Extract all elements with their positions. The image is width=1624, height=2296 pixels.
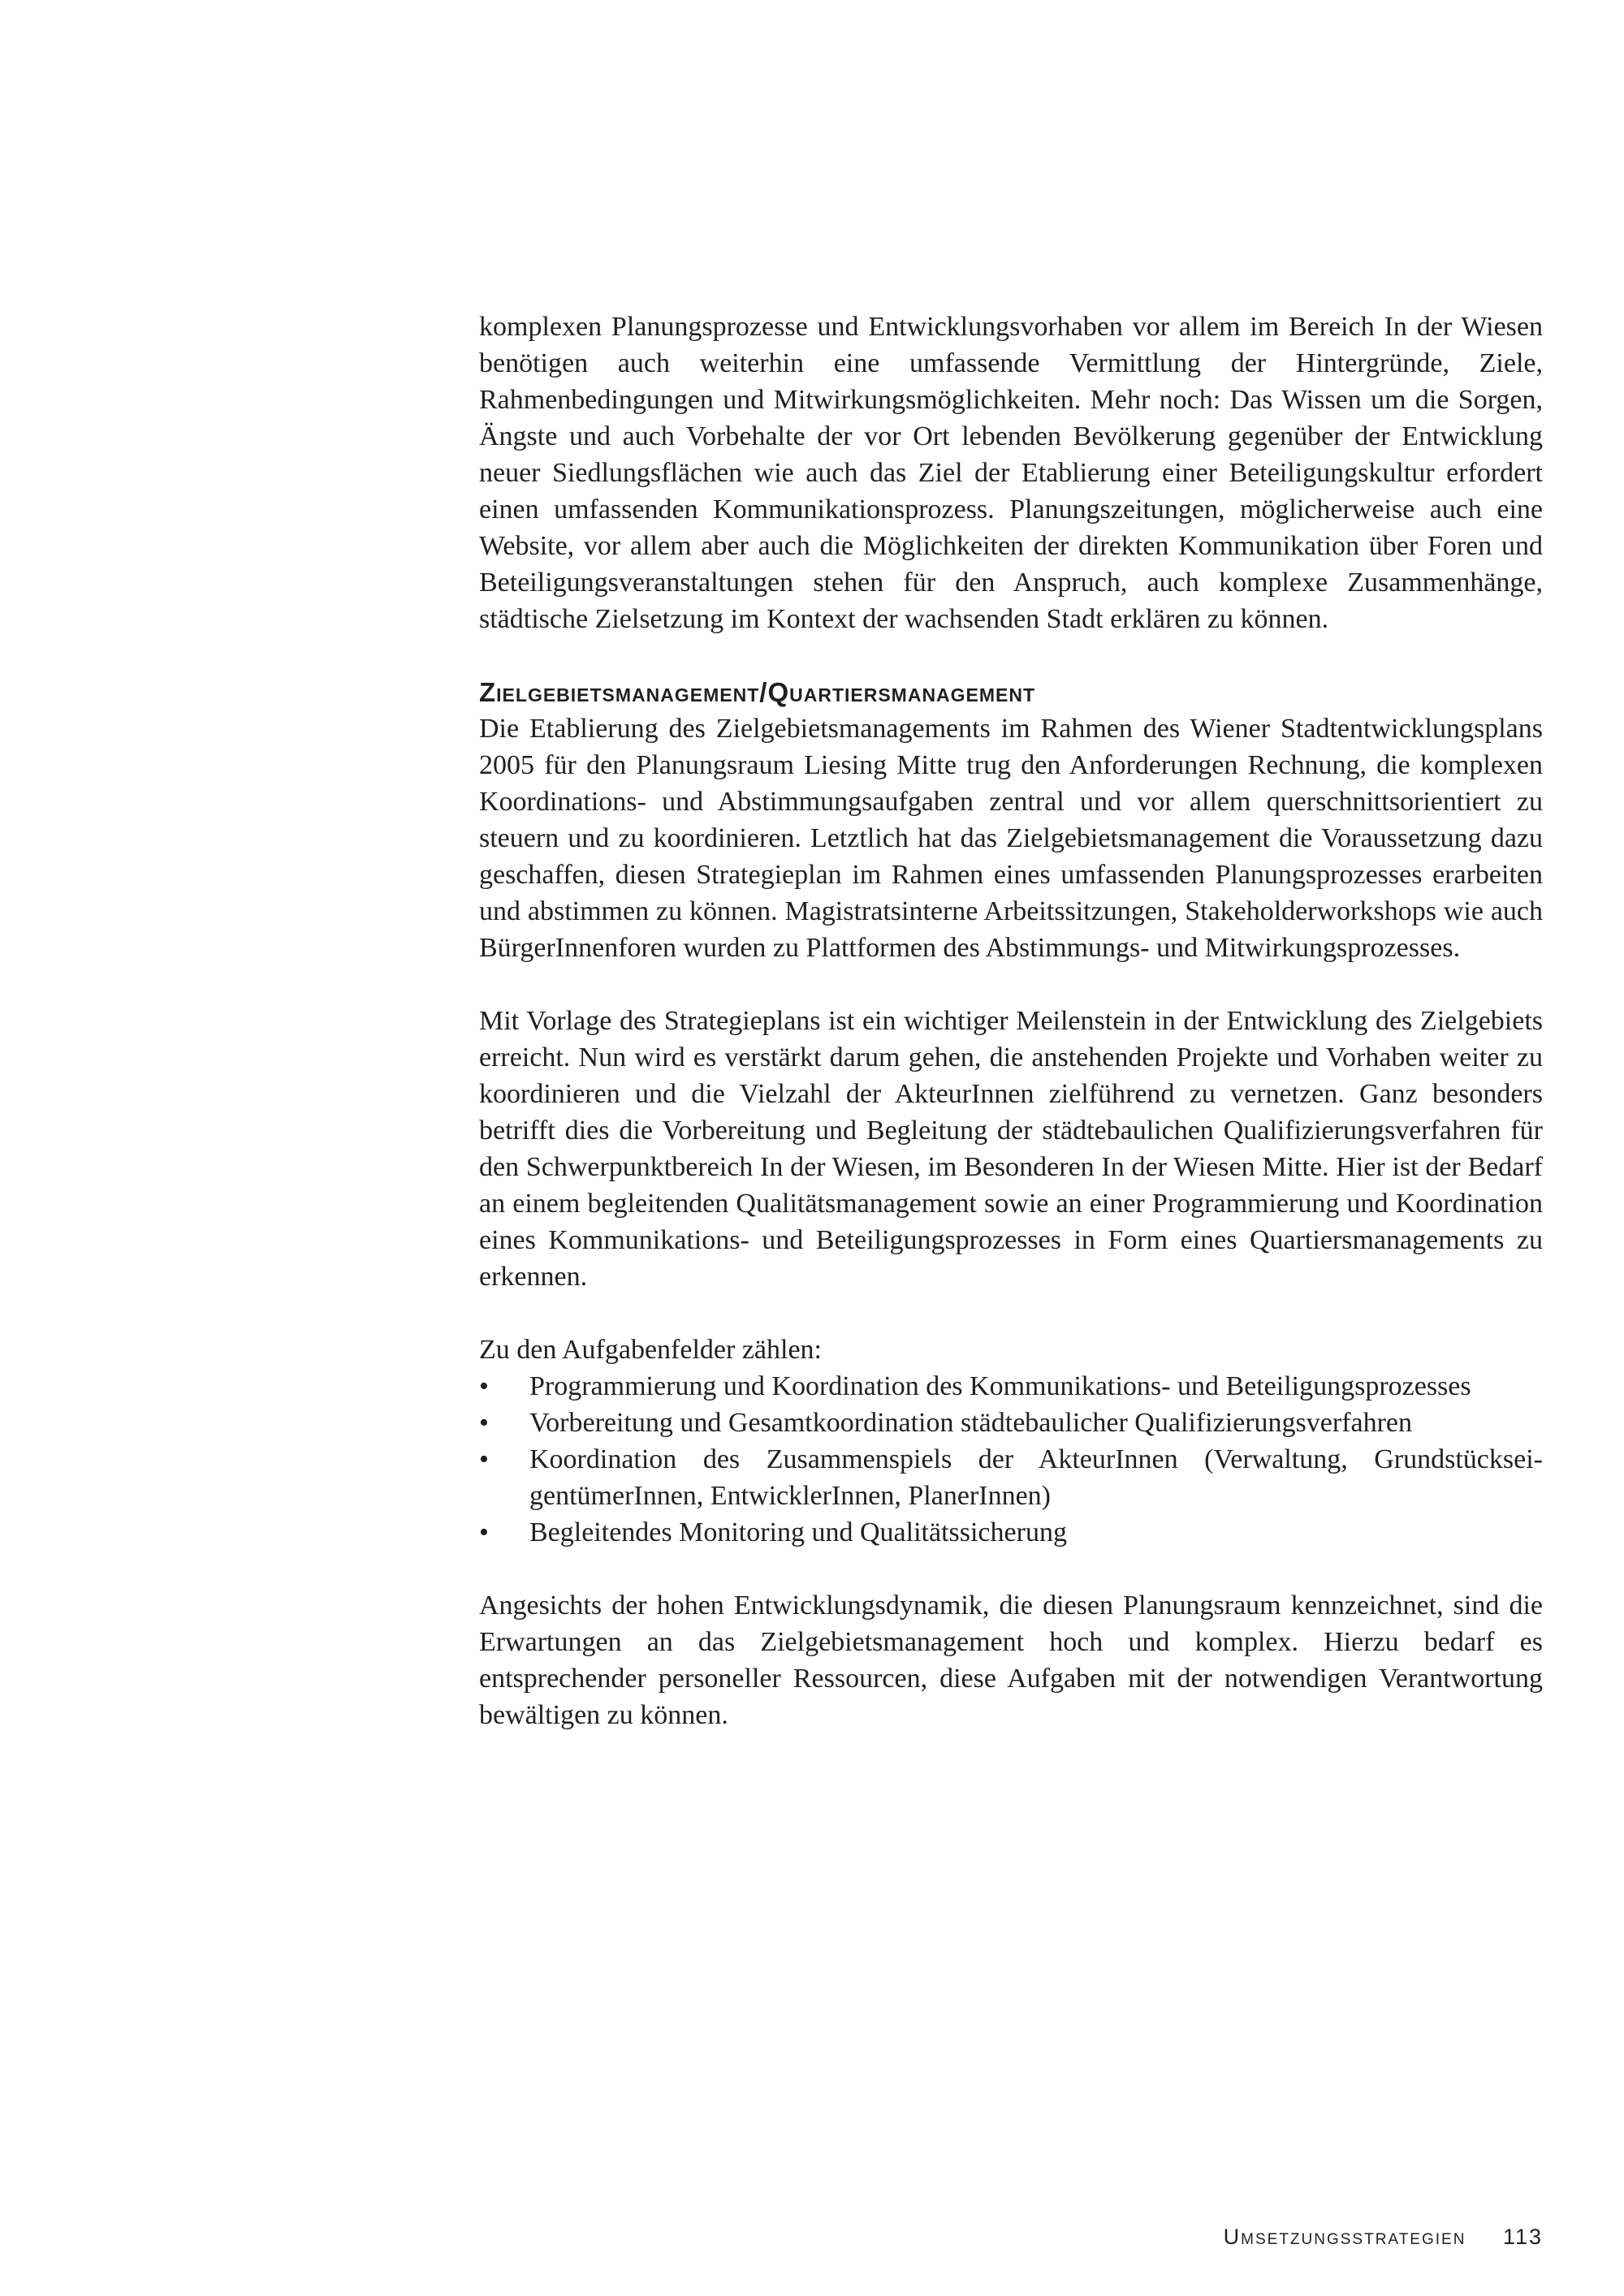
task-item: • Koordination des Zusammenspiels der AkteurInnen (Verwaltung, GrundstückseigentümerInnen, EntwicklerInnen, PlanerInnen) bbox=[479, 1441, 1543, 1514]
task-list bbox=[479, 1368, 1543, 1551]
task-list-intro: Zu den Aufgabenfelder zählen: bbox=[479, 1335, 822, 1365]
section-paragraph-2: Mit Vorlage des Strategieplans ist ein wichtiger Meilenstein in der Entwicklung des Zielgebiets erreicht. Nun wird es verstärkt darum gehen, die anstehenden Projekte und Vorhaben weiter zu koordinieren und die Vielzahl der AkteurInnen zielführend zu vernetzen. Ganz besonders betrifft dies die Vorbereitung und Begleitung der städtebaulichen Qualifizierungsverfahren für den Schwerpunktbereich In der Wiesen, im Besonderen In der Wiesen Mitte. Hier ist der Bedarf an einem begleitenden Qualitätsmanagement sowie an einer Programmierung und Koordination eines Kommunikations- und Beteiligungsprozesses in Form eines Quartiersmanagements zu erkennen. bbox=[479, 1006, 1543, 1292]
section-heading: Zielgebietsmanagement/Quartiersmanagement bbox=[479, 677, 1036, 707]
spacer bbox=[479, 637, 1543, 674]
page-number: 113 bbox=[1502, 2225, 1543, 2249]
spacer bbox=[479, 966, 1543, 1003]
intro-paragraph: komplexen Planungsprozesse und Entwicklungsvorhaben vor allem im Bereich In der Wiesen benötigen auch weiterhin eine umfassende Vermittlung der Hintergründe, Ziele, Rahmenbedingungen und Mitwirkungsmöglichkeiten. Mehr noch: Das Wissen um die Sorgen, Ängste und auch Vorbehalte der vor Ort lebenden Bevölkerung gegenüber der Entwicklung neuer Siedlungsflächen wie auch das Ziel der Etablierung einer Beteiligungskultur erfordert einen umfassenden Kommunikationsprozess. Planungszeitungen, möglicherweise auch eine Website, vor allem aber auch die Möglichkeiten der direkten Kommunikation über Foren und Beteiligungsveranstaltungen stehen für den Anspruch, auch komplexe Zusammenhänge, städtische Zielsetzung im Kontext der wachsenden Stadt erklären zu können. bbox=[479, 312, 1543, 634]
section-paragraph-1: Die Etablierung des Zielgebietsmanagements im Rahmen des Wiener Stadtentwicklungsplans 2005 für den Planungsraum Liesing Mitte trug den Anforderungen Rechnung, die komplexen Koordinations- und Abstimmungsaufgaben zentral und vor allem querschnittsorientiert zu steuern und zu koordinieren. Letztlich hat das Zielgebietsmanagement die Voraussetzung dazu geschaffen, diesen Strategieplan im Rahmen eines umfassenden Planungsprozesses erarbeiten und abstimmen zu können. Magistratsinterne Arbeitssitzungen, Stakeholderworkshops wie auch BürgerInnenforen wurden zu Plattformen des Abstimmungs- und Mitwirkungsprozesses. bbox=[479, 714, 1543, 963]
spacer bbox=[479, 1295, 1543, 1331]
page-footer bbox=[1224, 2225, 1543, 2250]
task-item: • Programmierung und Koordination des Kommunikations- und Beteiligungsprozesses bbox=[479, 1368, 1543, 1405]
footer-section-name: Umsetzungsstrategien bbox=[1223, 2225, 1466, 2249]
spacer bbox=[479, 1551, 1543, 1587]
body-text bbox=[479, 309, 1543, 1733]
section-paragraph-3: Angesichts der hohen Entwicklungsdynamik, die diesen Planungsraum kennzeichnet, sind die Erwartungen an das Zielgebietsmanagement hoch und komplex. Hierzu bedarf es entsprechender personeller Ressourcen, diese Aufgaben mit der notwendigen Verantwortung bewältigen zu können. bbox=[479, 1590, 1543, 1730]
task-item: • Vorbereitung und Gesamtkoordination städtebaulicher Qualifizierungsverfahren bbox=[479, 1405, 1543, 1441]
task-item: • Begleitendes Monitoring und Qualitätssicherung bbox=[479, 1514, 1543, 1551]
